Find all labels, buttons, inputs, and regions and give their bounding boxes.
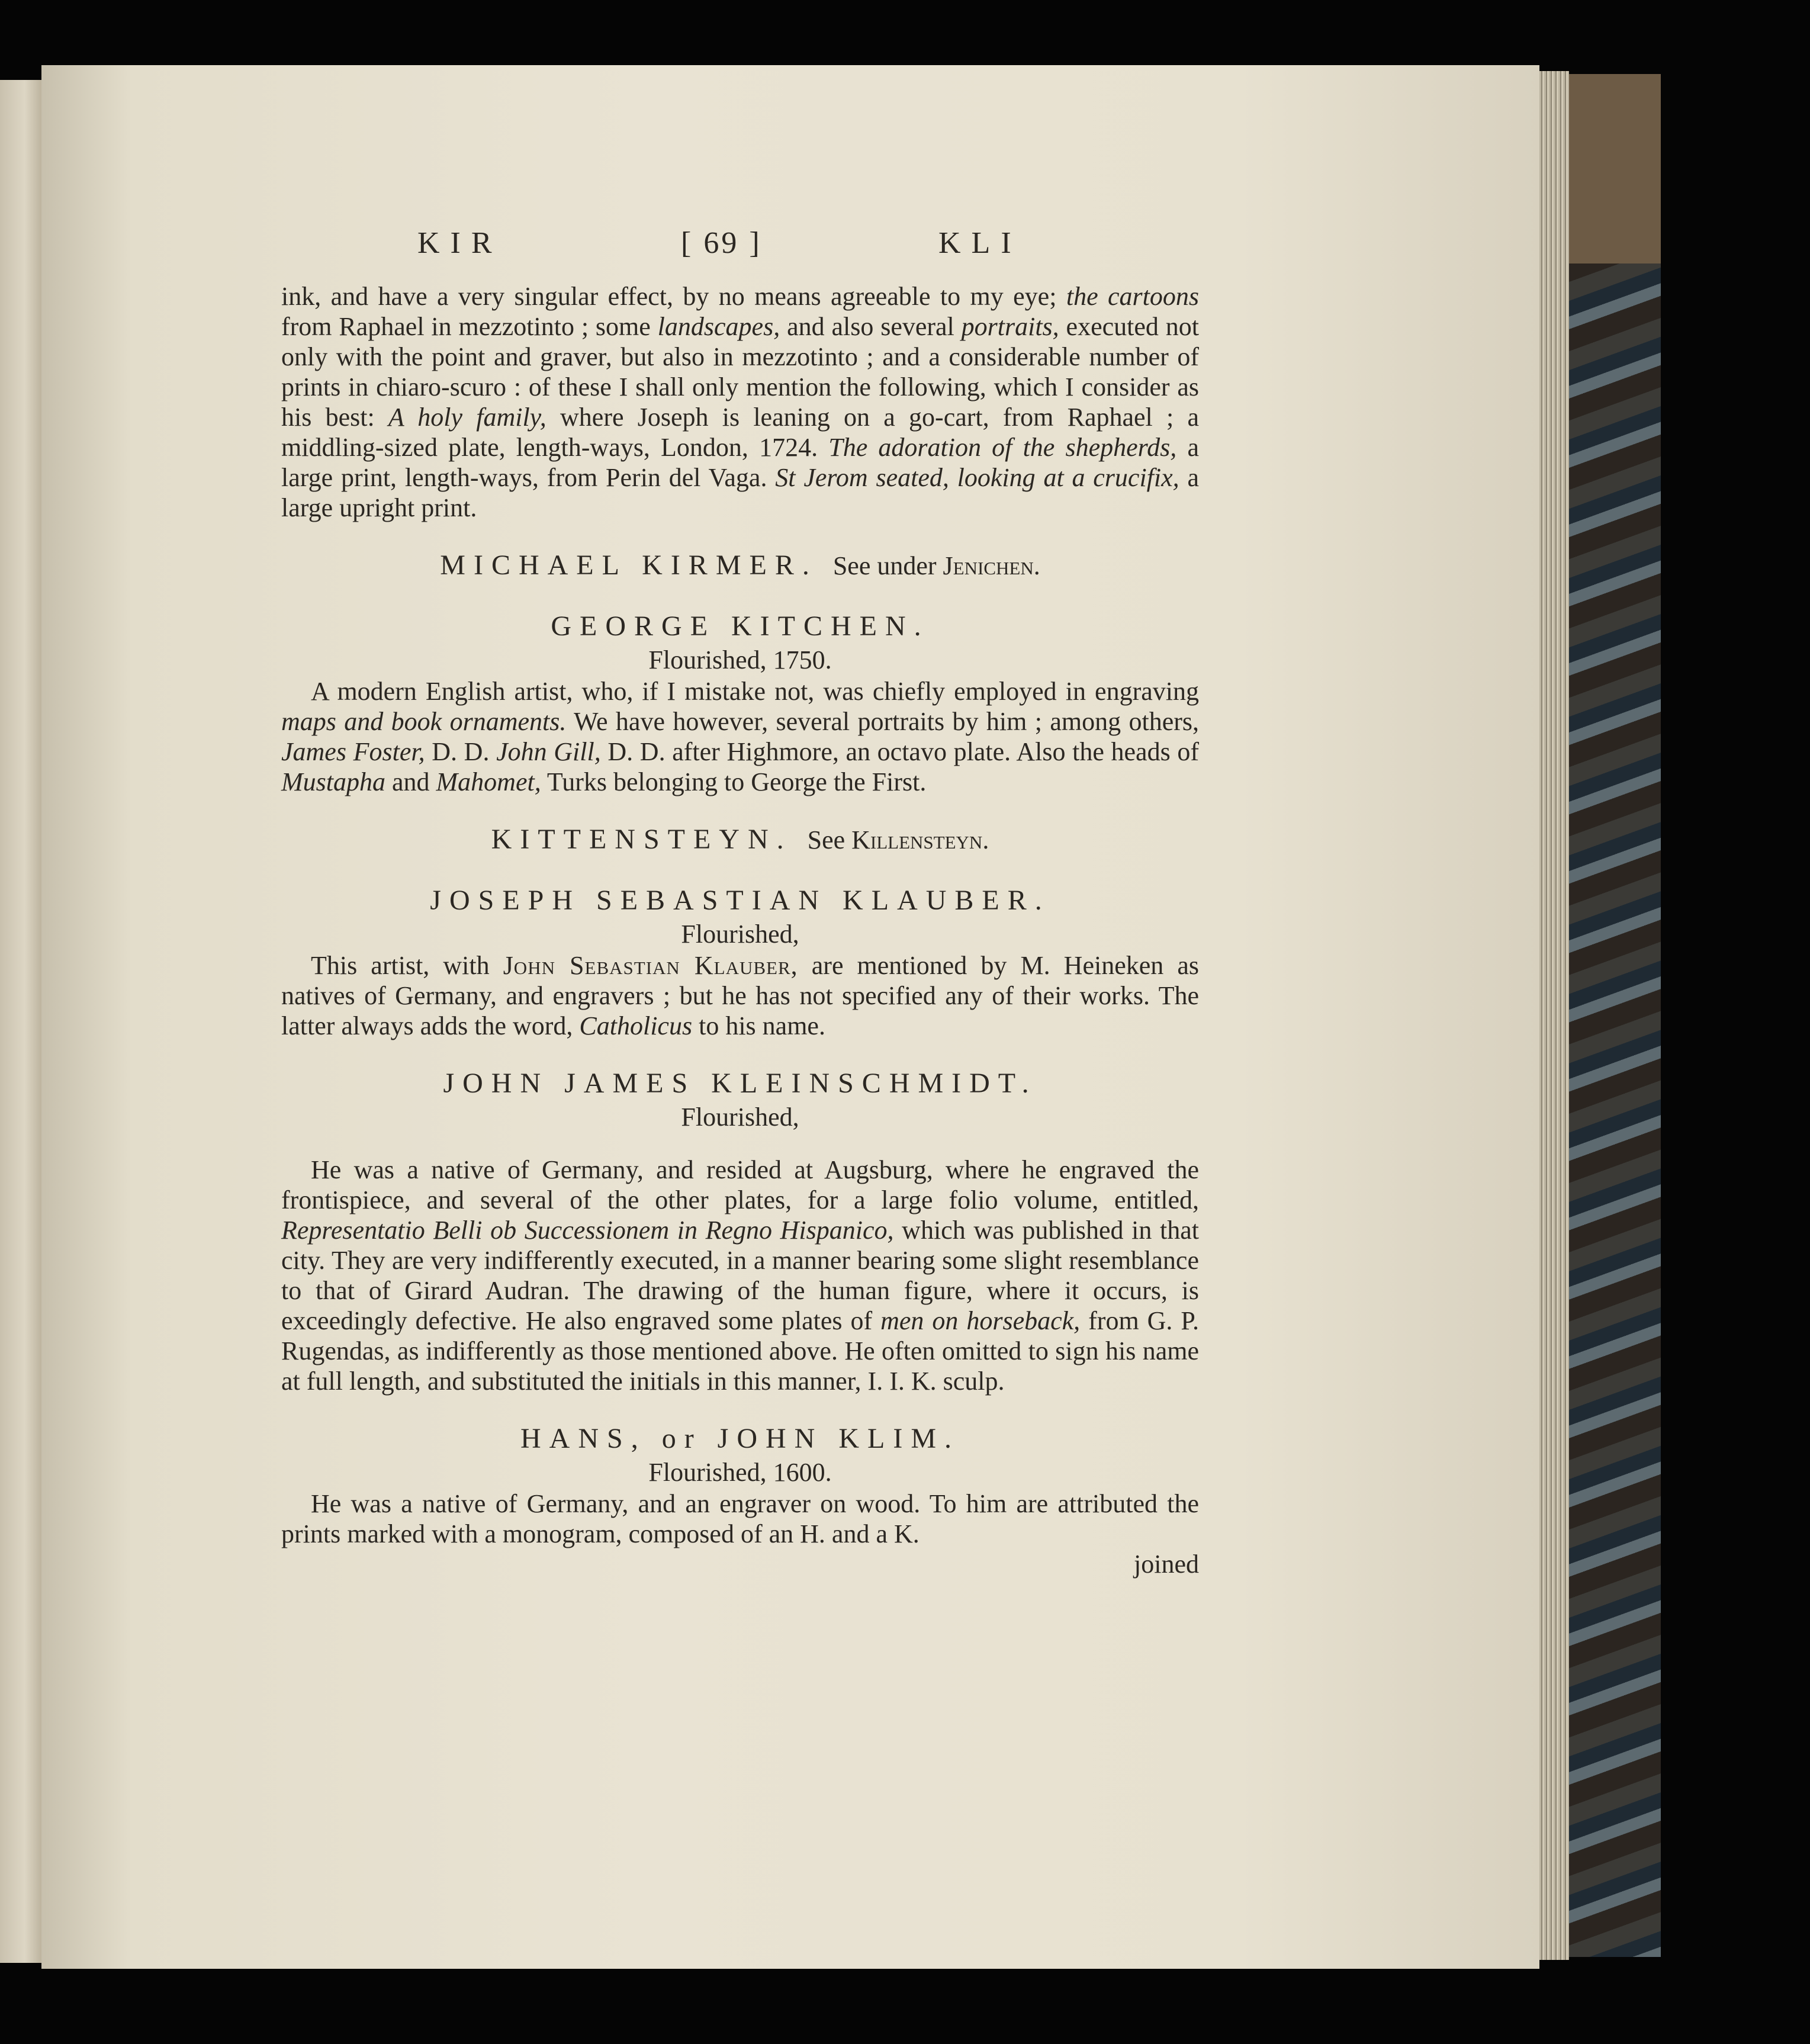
entry-kleinschmidt-heading: JOHN JAMES KLEINSCHMIDT. xyxy=(443,1068,1037,1099)
leather-spine-corner xyxy=(1569,74,1661,263)
entry-klim-heading: HANS, or JOHN KLIM. xyxy=(520,1423,960,1454)
kleinschmidt-paragraph: He was a native of Germany, and resided at Augsburg, where he engraved the frontispiece, and several of the other plates, for a large folio volume, entitled, Representatio Belli ob Successionem in Regno Hispanico, which was published in that city. They are very indifferently executed, in a manner bearing some slight resemblance to that of Girard Audran. The drawing of the human figure, where it occurs, is exceedingly defective. He also engraved some plates of men on horseback, from G. P. Rugendas, as indifferently as those mentioned above. He often omitted to sign his name at full length, and substituted the initials in this manner, I. I. K. sculp. xyxy=(281,1155,1200,1396)
kleinschmidt-flourished: Flourished, xyxy=(681,1103,799,1132)
running-head-left: KIR xyxy=(417,226,503,260)
running-head xyxy=(281,228,1199,281)
klauber-paragraph: This artist, with John Sebastian Klauber, are mentioned by M. Heineken as natives of Germany, and engravers ; but he has not specified any of their works. The latter always adds the word, Catholicus to his name. xyxy=(281,951,1199,1040)
entry-kittensteyn: KITTENSTEYN. See Killensteyn. xyxy=(491,824,989,855)
page-number: [ 69 ] xyxy=(681,226,762,260)
entry-kirmer: MICHAEL KIRMER. See under Jenichen. xyxy=(440,549,1040,581)
kitchen-flourished: Flourished, 1750. xyxy=(648,645,832,674)
running-head-right: KLI xyxy=(938,226,1022,260)
kitchen-paragraph: A modern English artist, who, if I mistake not, was chiefly employed in engraving maps and book ornaments. We have however, several portraits by him ; among others, James Foster, D. D. John Gill, D. D. after Highmore, an octavo plate. Also the heads of Mustapha and Mahomet, Turks belonging to George the First. xyxy=(281,677,1200,796)
text-column xyxy=(281,228,1199,1579)
klim-paragraph: He was a native of Germany, and an engraver on wood. To him are attributed the prints marked with a monogram, composed of an H. and a K. xyxy=(281,1489,1199,1548)
continued-paragraph: ink, and have a very singular effect, by no means agreeable to my eye; the cartoons from Raphael in mezzotinto ; some landscapes, and also several portraits, executed not only with the point and graver, but also in mezzotinto ; and a considerable number of prints in chiaro-scuro : of these I shall only mention the following, which I consider as his best: A holy family, where Joseph is leaning on a go-cart, from Raphael ; a middling-sized plate, length-ways, London, 1724. The adoration of the shepherds, a large print, length-ways, from Perin del Vaga. St Jerom seated, looking at a crucifix, a large upright print. xyxy=(281,282,1200,522)
entry-kitchen-heading: GEORGE KITCHEN. xyxy=(551,610,930,642)
klauber-flourished: Flourished, xyxy=(681,920,799,949)
catchword: joined xyxy=(1134,1550,1199,1579)
page-edges xyxy=(1539,71,1569,1960)
marbled-cover xyxy=(1569,74,1661,1957)
entry-klauber-heading: JOSEPH SEBASTIAN KLAUBER. xyxy=(430,885,1050,916)
facing-page-edge xyxy=(0,80,41,1963)
klim-flourished: Flourished, 1600. xyxy=(648,1458,832,1487)
